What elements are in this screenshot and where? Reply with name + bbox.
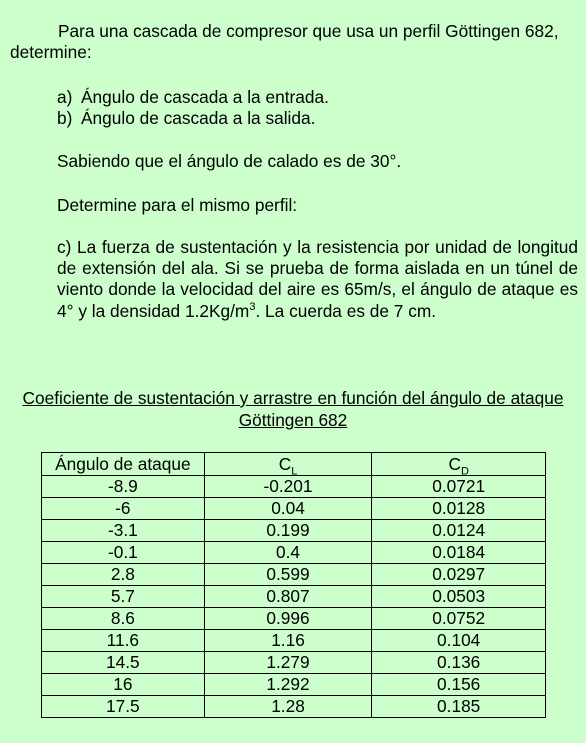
cell-cl: 0.996	[204, 608, 372, 630]
table-row	[42, 652, 546, 674]
table-row	[42, 520, 546, 542]
cell-angle: 16	[42, 674, 205, 696]
list-item-label: b)	[57, 108, 73, 128]
cell-cd: 0.0297	[372, 564, 546, 586]
cell-cl: 1.292	[204, 674, 372, 696]
cell-angle: 14.5	[42, 652, 205, 674]
cell-angle: -6	[42, 498, 205, 520]
cell-angle: -3.1	[42, 520, 205, 542]
list-item-text: Ángulo de cascada a la entrada.	[81, 87, 329, 107]
header-cl-main: C	[278, 453, 292, 474]
cell-angle: 5.7	[42, 586, 205, 608]
cell-cd: 0.104	[372, 630, 546, 652]
cell-cd: 0.0721	[372, 476, 546, 498]
cell-cd: 0.156	[372, 674, 546, 696]
cell-cd: 0.0503	[372, 586, 546, 608]
list-item-label: a)	[57, 87, 73, 107]
part-c-text-end: . La cuerda es de 7 cm.	[255, 300, 437, 321]
header-cd	[372, 453, 546, 476]
table-row	[42, 542, 546, 564]
table-body	[42, 476, 546, 718]
cell-cl: 0.599	[204, 564, 372, 586]
cell-cd: 0.185	[372, 696, 546, 718]
cell-angle: 11.6	[42, 630, 205, 652]
table-row	[42, 564, 546, 586]
cell-angle: -8.9	[42, 476, 205, 498]
table-row	[42, 696, 546, 718]
cell-angle: -0.1	[42, 542, 205, 564]
cell-cl: -0.201	[204, 476, 372, 498]
table-row	[42, 608, 546, 630]
table-row	[42, 674, 546, 696]
list-item	[57, 87, 577, 108]
list-item-text: Ángulo de cascada a la salida.	[81, 108, 316, 128]
table-row	[42, 498, 546, 520]
unit-exponent: 3	[249, 300, 256, 313]
header-angle: Ángulo de ataque	[42, 453, 205, 476]
table-title: Coeficiente de sustentación y arrastre en función del ángulo de ataque Göttingen 682	[22, 388, 564, 430]
cell-angle: 2.8	[42, 564, 205, 586]
cell-cd: 0.0124	[372, 520, 546, 542]
cell-cl: 1.28	[204, 696, 372, 718]
question-list	[57, 87, 577, 129]
cell-angle: 17.5	[42, 696, 205, 718]
cell-cd: 0.0128	[372, 498, 546, 520]
cell-cl: 1.16	[204, 630, 372, 652]
table-row	[42, 586, 546, 608]
coefficient-table	[41, 452, 546, 718]
cell-cl: 1.279	[204, 652, 372, 674]
table-header-row	[42, 453, 546, 476]
cell-cd: 0.136	[372, 652, 546, 674]
header-cl	[204, 453, 372, 476]
part-c-paragraph	[57, 237, 578, 322]
cell-cl: 0.199	[204, 520, 372, 542]
cell-angle: 8.6	[42, 608, 205, 630]
list-item	[57, 108, 577, 129]
cell-cl: 0.04	[204, 498, 372, 520]
cell-cd: 0.0752	[372, 608, 546, 630]
table-row	[42, 476, 546, 498]
calado-statement: Sabiendo que el ángulo de calado es de 30°.	[57, 151, 402, 171]
header-cl-sub: L	[291, 464, 298, 477]
header-cd-sub: D	[460, 464, 469, 477]
cell-cl: 0.4	[204, 542, 372, 564]
cell-cd: 0.0184	[372, 542, 546, 564]
header-cd-main: C	[448, 453, 461, 474]
intro-paragraph: Para una cascada de compresor que usa un perfil Göttingen 682, determine:	[10, 21, 559, 62]
determine-statement: Determine para el mismo perfil:	[57, 195, 298, 215]
cell-cl: 0.807	[204, 586, 372, 608]
table-row	[42, 630, 546, 652]
part-c-text: c) La fuerza de sustentación y la resistencia por unidad de longitud de extensión del ala. Si se prueba de forma aislada en un túnel de viento donde la velocidad del aire es 65m/s, el ángulo de ataque es 4° y la densidad 1.2Kg/m	[57, 237, 578, 321]
